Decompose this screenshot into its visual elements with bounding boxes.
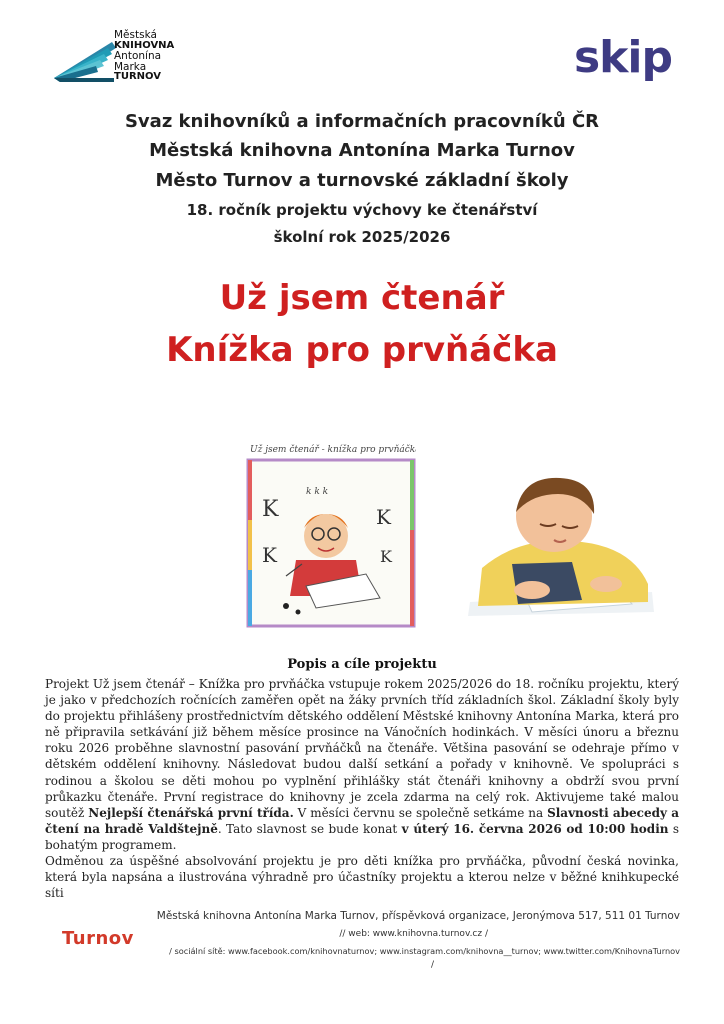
main-title-line-1: Už jsem čtenář: [219, 278, 505, 318]
main-title-line-2: Knížka pro prvňáčka: [166, 330, 558, 370]
logo-line-1: Městská: [114, 29, 157, 41]
reading-boy-photo: [462, 472, 658, 617]
p1-text-c: V měsíci červnu se společně setkáme na: [293, 805, 548, 820]
svg-text:Už jsem čtenář - knížka pro pr: Už jsem čtenář - knížka pro prvňáčka: [250, 445, 416, 455]
svg-text:k k k: k k k: [306, 487, 329, 497]
competition-name: Nejlepší čtenářská první třída.: [88, 805, 294, 820]
svg-text:K: K: [376, 505, 391, 529]
project-year-line: 18. ročník projektu výchovy ke čtenářství: [186, 201, 538, 219]
footer-web-link[interactable]: // web: www.knihovna.turnov.cz /: [339, 929, 488, 939]
paragraph-1: [45, 676, 679, 853]
paragraph-2: Odměnou za úspěšné absolvování projektu je pro děti knížka pro prvňáčka, původní česká novinka, která byla napsána a ilustrována výhradně pro účastníky projektu a kterou nelze v běžné knihkupecké síti: [45, 854, 679, 901]
skip-logo: skip: [573, 32, 672, 83]
section-title: Popis a cíle projektu: [287, 657, 437, 672]
footer-social-links[interactable]: / sociální sítě: www.facebook.com/knihovnaturnov; www.instagram.com/knihovna__turnov; www.twitter.com/KnihovnaTurnov: [169, 946, 680, 956]
logo-line-4: Marka: [114, 60, 147, 73]
turnov-city-logo: Turnov: [62, 928, 134, 949]
logo-line-3: Antonína: [114, 50, 162, 62]
organizer-line-2: Městská knihovna Antonína Marka Turnov: [149, 140, 575, 161]
logo-line-5: TURNOV: [114, 71, 161, 82]
organizer-line-1: Svaz knihovníků a informačních pracovníků ČR: [124, 111, 600, 132]
svg-text:K: K: [262, 497, 279, 522]
footer-end-mark: /: [430, 960, 434, 970]
book-cover-illustration: [246, 436, 416, 628]
p1-text-g: s bohatým programem.: [45, 821, 680, 852]
project-description: [45, 676, 679, 901]
library-logo: [52, 30, 192, 84]
school-year-line: školní rok 2025/2026: [273, 228, 451, 246]
logo-line-2: KNIHOVNA: [114, 39, 175, 51]
celebration-name: Slavnosti abecedy a čtení na hradě Valdštejně: [45, 805, 680, 836]
organizer-line-3: Město Turnov a turnovské základní školy: [155, 170, 569, 191]
celebration-date: v úterý 16. června 2026 od 10:00 hodin: [401, 821, 669, 836]
svg-text:K: K: [380, 547, 392, 566]
open-book-icon: [52, 38, 118, 84]
p1-text-e: . Tato slavnost se bude konat: [217, 821, 402, 836]
p1-text-a: Projekt Už jsem čtenář – Knížka pro prvňáčka vstupuje rokem 2025/2026 do 18. ročníku projektu, který je jako v předchozích ročnících zaměřen opět na žáky prvních tříd základních škol. Základní školy byly do projektu přihlášeny prostřednictvím dětského oddělení Městské knihovny Antonína Marka, která pro ně připravila setkávání již během měsíce prosince na Vánočních hodinkách. V měsíci únoru a březnu roku 2026 proběhne slavnostní pasování prvňáčků na čtenáře. Většina pasování se odehraje přímo v dětském oddělení knihovny. Následovat budou další setkání a pořady v knihovně. Ve spolupráci s rodinou a školou se děti mohou po vyplnění přihlášky stát čtenáři knihovny a obdrží svou první průkazku čtenáře. První registrace do knihovny je zcela zdarma na celý rok. Aktivujeme také malou soutěž: [45, 677, 679, 820]
footer-address: Městská knihovna Antonína Marka Turnov, příspěvková organizace, Jeronýmova 517, 511 01 Turnov: [156, 910, 680, 922]
svg-text:K: K: [262, 543, 277, 567]
